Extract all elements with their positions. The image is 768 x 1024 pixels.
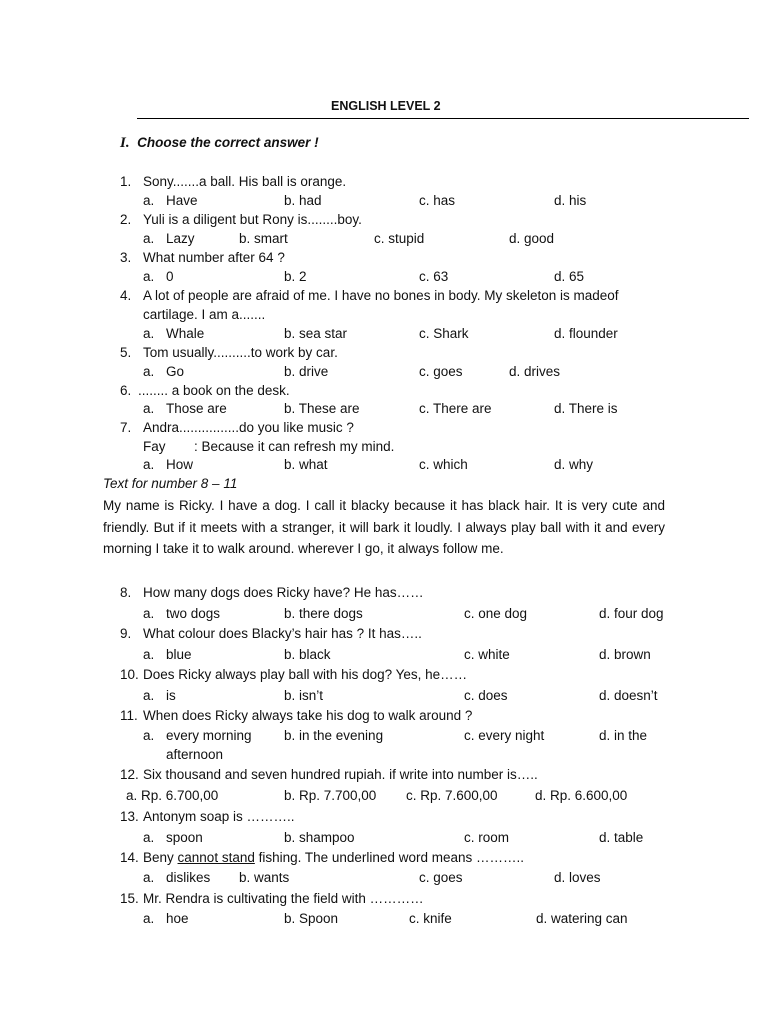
option-d: d. flounder	[554, 326, 618, 341]
option-d: d. doesn’t	[599, 688, 658, 703]
option-d: d. brown	[599, 647, 651, 662]
option-c: c. 63	[419, 269, 449, 284]
option-b: b. in the evening	[284, 728, 384, 743]
question-number: 6.	[120, 383, 132, 398]
question-text: Andra................do you like music ?	[143, 420, 354, 435]
option-label: a.	[143, 870, 155, 885]
option-label: a.	[143, 364, 155, 379]
reading-passage: My name is Ricky. I have a dog. I call it blacky because it has black hair. It is very cute and friendly. But if it meets with a stranger, it will bark it loudly. I always play ball with it and every morning I take it to walk around. wherever I go, it always follow me.	[103, 498, 665, 557]
question-number: 10.	[120, 667, 139, 682]
option-d: d. table	[599, 830, 644, 845]
option-b: b. Rp. 7.700,00	[284, 788, 377, 803]
option-c: c. stupid	[374, 231, 425, 246]
option-label: a.	[143, 193, 155, 208]
option-d: d. why	[554, 457, 594, 472]
option-c: c. does	[464, 688, 508, 703]
option-b: b. wants	[239, 870, 290, 885]
option-d: d. There is	[554, 401, 618, 416]
option-a: Whale	[166, 326, 205, 341]
option-d: d. loves	[554, 870, 601, 885]
question-text: Antonym soap is ………..	[143, 809, 295, 824]
option-d: d. his	[554, 193, 587, 208]
title-underline	[137, 118, 749, 119]
option-label: a.	[143, 269, 155, 284]
option-b: b. isn’t	[284, 688, 324, 703]
option-a: blue	[166, 647, 192, 662]
option-c: c. goes	[419, 870, 463, 885]
option-b: b. sea star	[284, 326, 348, 341]
option-a: Go	[166, 364, 185, 379]
question-number: 3.	[120, 250, 132, 265]
option-label: a.	[143, 688, 155, 703]
option-label: a.	[143, 911, 155, 926]
option-label: a.	[143, 401, 155, 416]
question-text: Sony.......a ball. His ball is orange.	[143, 174, 347, 189]
option-label: a.	[143, 728, 155, 743]
option-label: a.	[143, 830, 155, 845]
option-d: d. Rp. 6.600,00	[535, 788, 628, 803]
question-number: 4.	[120, 288, 132, 303]
question-text: A lot of people are afraid of me. I have no bones in body. My skeleton is madeof	[143, 288, 619, 303]
question-text-continued: cartilage. I am a.......	[143, 307, 266, 322]
option-b: b. 2	[284, 269, 307, 284]
dialogue-speaker: Fay	[143, 439, 166, 454]
question-text: When does Ricky always take his dog to walk around ?	[143, 708, 473, 723]
option-c: c. which	[419, 457, 468, 472]
option-c: c. There are	[419, 401, 492, 416]
question-number: 11.	[120, 708, 138, 723]
option-d: d. four dog	[599, 606, 664, 621]
document-title: ENGLISH LEVEL 2	[331, 99, 441, 113]
question-text: Does Ricky always play ball with his dog? Yes, he……	[143, 667, 468, 682]
option-label: a.	[143, 326, 155, 341]
option-c: c. one dog	[464, 606, 528, 621]
option-a: hoe	[166, 911, 189, 926]
underlined-phrase: cannot stand	[177, 850, 255, 865]
option-a: How	[166, 457, 194, 472]
section-instruction: Choose the correct answer !	[137, 135, 319, 150]
option-d: d. in the	[599, 728, 648, 743]
question-number: 8.	[120, 585, 132, 600]
option-d: d. 65	[554, 269, 585, 284]
question-text: Tom usually..........to work by car.	[143, 345, 338, 360]
option-b: b. shampoo	[284, 830, 355, 845]
option-b: b. drive	[284, 364, 329, 379]
section-number: I.	[120, 135, 130, 151]
question-number: 7.	[120, 420, 132, 435]
option-label: a.	[143, 231, 155, 246]
option-b: b. had	[284, 193, 322, 208]
option-a: two dogs	[166, 606, 221, 621]
question-text-pre: Beny	[143, 850, 178, 865]
dialogue-reply: : Because it can refresh my mind.	[194, 439, 395, 454]
option-a: 0	[166, 269, 174, 284]
option-b: b. black	[284, 647, 331, 662]
question-text: ........ a book on the desk.	[138, 383, 290, 398]
question-number: 14.	[120, 850, 139, 865]
question-text: Mr. Rendra is cultivating the field with …………	[143, 891, 424, 906]
option-c: c. has	[419, 193, 456, 208]
option-a: is	[166, 688, 176, 703]
question-number: 1.	[120, 174, 132, 189]
option-label: a.	[143, 457, 155, 472]
option-c: c. room	[464, 830, 510, 845]
question-text: Six thousand and seven hundred rupiah. if write into number is…..	[143, 767, 538, 782]
option-d: d. watering can	[536, 911, 628, 926]
question-text-post: fishing. The underlined word means ………..	[254, 850, 524, 865]
option-c: c. every night	[464, 728, 545, 743]
option-c: c. knife	[409, 911, 452, 926]
option-a: spoon	[166, 830, 203, 845]
section-heading	[120, 134, 319, 152]
question-text	[143, 849, 524, 867]
option-a: dislikes	[166, 870, 211, 885]
option-a: Lazy	[166, 231, 195, 246]
option-b: b. Spoon	[284, 911, 339, 926]
question-text: What colour does Blacky’s hair has ? It has…..	[143, 626, 422, 641]
question-text: How many dogs does Ricky have? He has……	[143, 585, 424, 600]
option-a: a. Rp. 6.700,00	[126, 788, 219, 803]
question-number: 5.	[120, 345, 132, 360]
option-label: a.	[143, 606, 155, 621]
option-c: c. white	[464, 647, 510, 662]
option-b: b. These are	[284, 401, 360, 416]
option-c: c. Rp. 7.600,00	[406, 788, 498, 803]
option-c: c. goes	[419, 364, 463, 379]
option-b: b. there dogs	[284, 606, 363, 621]
option-a: every morning	[166, 728, 252, 743]
question-number: 15.	[120, 891, 139, 906]
question-number: 12.	[120, 767, 139, 782]
option-b: b. smart	[239, 231, 288, 246]
option-d: d. good	[509, 231, 555, 246]
option-d: d. drives	[509, 364, 561, 379]
question-number: 2.	[120, 212, 132, 227]
option-label: a.	[143, 647, 155, 662]
option-c: c. Shark	[419, 326, 469, 341]
text-heading: Text for number 8 – 11	[103, 476, 238, 491]
option-a: Those are	[166, 401, 227, 416]
question-text: Yuli is a diligent but Rony is........boy.	[143, 212, 362, 227]
option-a: Have	[166, 193, 198, 208]
question-text: What number after 64 ?	[143, 250, 285, 265]
question-number: 13.	[120, 809, 139, 824]
question-number: 9.	[120, 626, 132, 641]
option-b: b. what	[284, 457, 328, 472]
option-a-continued: afternoon	[166, 747, 224, 762]
